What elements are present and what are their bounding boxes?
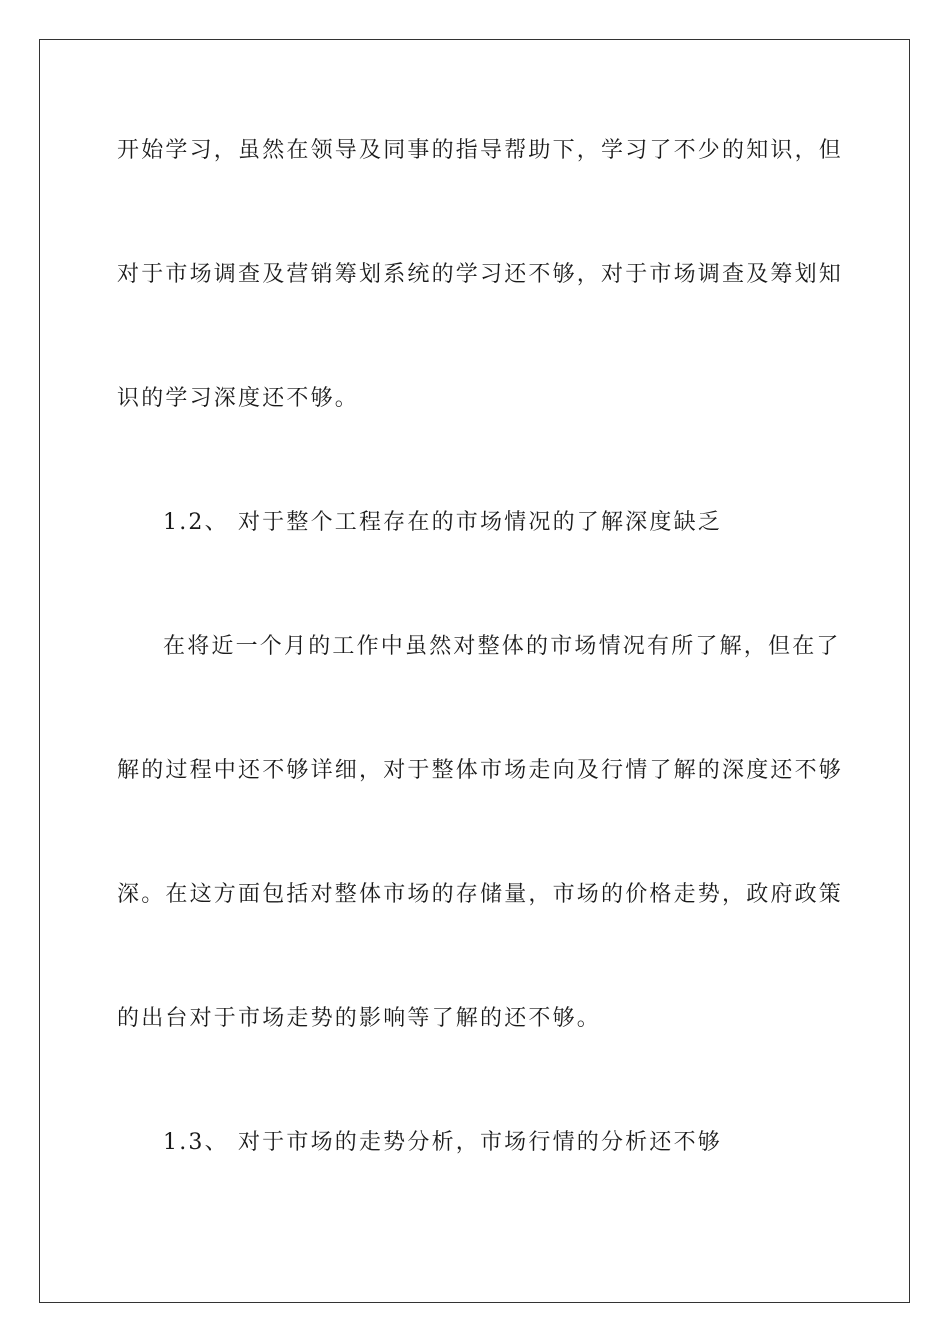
- body-text-line: 对于市场调查及营销筹划系统的学习还不够，对于市场调查及筹划知: [117, 262, 844, 287]
- body-text-line: 开始学习，虽然在领导及同事的指导帮助下，学习了不少的知识，但: [117, 138, 844, 163]
- page-border: [39, 39, 910, 1303]
- body-text-line: 解的过程中还不够详细，对于整体市场走向及行情了解的深度还不够: [117, 758, 844, 783]
- body-text-line: 识的学习深度还不够。: [117, 386, 360, 411]
- body-text-line: 在将近一个月的工作中虽然对整体的市场情况有所了解，但在了: [163, 634, 841, 659]
- body-text-line: 深。在这方面包括对整体市场的存储量，市场的价格走势，政府政策: [117, 882, 844, 907]
- section-heading-1-3: 1.3、 对于市场的走势分析，市场行情的分析还不够: [163, 1130, 722, 1155]
- body-text-line: 的出台对于市场走势的影响等了解的还不够。: [117, 1006, 602, 1031]
- section-heading-1-2: 1.2、 对于整个工程存在的市场情况的了解深度缺乏: [163, 510, 722, 535]
